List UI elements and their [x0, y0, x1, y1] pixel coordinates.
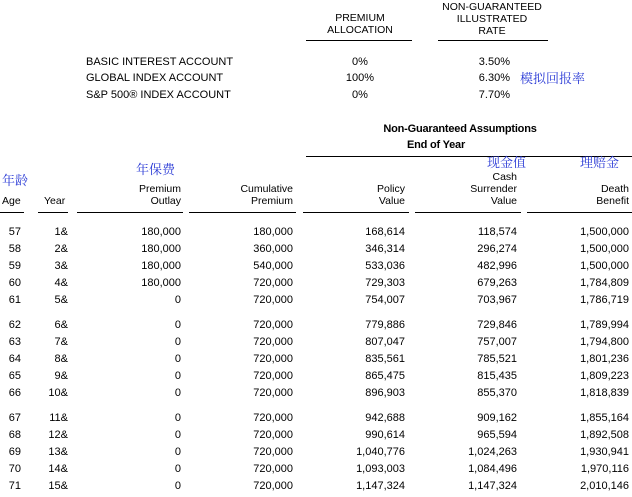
cash-surrender-cell: 679,263: [477, 277, 517, 289]
col-header-cash-line3: Value: [490, 195, 517, 207]
premium-cell: 0: [174, 463, 181, 475]
cumulative-cell: 720,000: [253, 429, 293, 441]
year-cell: 15&: [48, 480, 68, 492]
table-row: [0, 480, 632, 497]
death-benefit-cell: 1,784,809: [580, 277, 629, 289]
death-header-rule: [527, 212, 632, 213]
cumulative-cell: 720,000: [253, 463, 293, 475]
cumulative-cell: 720,000: [253, 370, 293, 382]
premium-cell: 0: [174, 370, 181, 382]
age-cell: 65: [8, 370, 21, 382]
cumulative-cell: 180,000: [253, 226, 293, 238]
year-header-rule: [38, 212, 68, 213]
illustrated-rate-header-line1: NON-GUARANTEED: [442, 1, 542, 13]
account-allocation-basic: 0%: [352, 56, 368, 68]
cash-surrender-cell: 703,967: [477, 294, 517, 306]
cumulative-cell: 720,000: [253, 480, 293, 492]
cash-surrender-cell: 855,370: [477, 387, 517, 399]
cash-surrender-cell: 1,084,496: [468, 463, 517, 475]
premium-cell: 0: [174, 446, 181, 458]
account-rate-basic: 3.50%: [478, 56, 510, 68]
cumulative-cell: 720,000: [253, 387, 293, 399]
illustrated-rate-header-line3: RATE: [478, 25, 506, 37]
policy-value-cell: 865,475: [365, 370, 405, 382]
age-cell: 70: [8, 463, 21, 475]
cash-surrender-cell: 965,594: [477, 429, 517, 441]
year-cell: 5&: [54, 294, 68, 306]
premium-cell: 0: [174, 353, 181, 365]
year-cell: 3&: [54, 260, 68, 272]
cumulative-cell: 720,000: [253, 336, 293, 348]
col-header-cash-line2: Surrender: [470, 183, 517, 195]
year-cell: 7&: [54, 336, 68, 348]
table-row: [0, 243, 632, 260]
death-benefit-annotation: 理赔金: [580, 156, 620, 171]
cumulative-cell: 720,000: [253, 412, 293, 424]
policy-value-cell: 807,047: [365, 336, 405, 348]
age-header-rule: [0, 212, 24, 213]
table-row: [0, 319, 632, 336]
death-benefit-cell: 1,500,000: [580, 226, 629, 238]
policy-value-cell: 1,040,776: [356, 446, 405, 458]
year-cell: 11&: [49, 412, 68, 424]
cash-surrender-cell: 785,521: [477, 353, 517, 365]
death-benefit-cell: 1,930,941: [580, 446, 629, 458]
account-allocation-global: 100%: [345, 72, 375, 84]
table-row: [0, 226, 632, 243]
year-cell: 8&: [54, 353, 68, 365]
table-row: [0, 336, 632, 353]
col-header-cash: [430, 171, 517, 207]
year-cell: 10&: [48, 387, 68, 399]
cash-surrender-cell: 1,147,324: [468, 480, 517, 492]
age-cell: 67: [8, 412, 21, 424]
table-row: [0, 463, 632, 480]
year-cell: 2&: [54, 243, 68, 255]
table-row: [0, 370, 632, 387]
cash-surrender-cell: 296,274: [477, 243, 517, 255]
cash-surrender-cell: 909,162: [477, 412, 517, 424]
policy-value-cell: 754,007: [365, 294, 405, 306]
col-header-cash-line1: Cash: [492, 171, 517, 183]
death-benefit-cell: 1,500,000: [580, 243, 629, 255]
table-row: [0, 260, 632, 277]
death-benefit-cell: 1,500,000: [580, 260, 629, 272]
premium-cell: 0: [174, 294, 181, 306]
death-benefit-cell: 1,809,223: [580, 370, 629, 382]
premium-allocation-header-line1: PREMIUM: [335, 12, 385, 24]
table-row: [0, 353, 632, 370]
account-name-global: GLOBAL INDEX ACCOUNT: [86, 72, 224, 84]
assumptions-title: Non-Guaranteed Assumptions: [383, 123, 537, 135]
premium-cell: 180,000: [141, 243, 181, 255]
year-cell: 9&: [54, 370, 68, 382]
premium-cell: 0: [174, 429, 181, 441]
year-cell: 12&: [48, 429, 68, 441]
policy-value-cell: 835,561: [365, 353, 405, 365]
age-cell: 64: [8, 353, 21, 365]
age-cell: 57: [8, 226, 21, 238]
table-row: [0, 412, 632, 429]
policy-value-cell: 1,093,003: [356, 463, 405, 475]
policy-value-cell: 990,614: [365, 429, 405, 441]
age-cell: 63: [8, 336, 21, 348]
simulated-return-annotation: 模拟回报率: [520, 72, 586, 87]
table-row: [0, 446, 632, 463]
death-benefit-cell: 2,010,146: [580, 480, 629, 492]
death-benefit-cell: 1,786,719: [580, 294, 629, 306]
age-annotation: 年龄: [2, 174, 29, 189]
policy-header-rule: [303, 212, 409, 213]
cash-header-rule: [415, 212, 521, 213]
account-name-basic: BASIC INTEREST ACCOUNT: [86, 56, 234, 68]
col-header-premium-line2: Outlay: [150, 195, 181, 207]
cash-surrender-cell: 1,024,263: [468, 446, 517, 458]
col-header-cumulative-line1: Cumulative: [240, 183, 293, 195]
death-benefit-cell: 1,794,800: [580, 336, 629, 348]
col-header-policy: [320, 183, 405, 207]
death-benefit-cell: 1,970,116: [580, 463, 629, 475]
illustrated-rate-header: [430, 1, 554, 37]
year-cell: 1&: [54, 226, 68, 238]
policy-value-cell: 779,886: [365, 319, 405, 331]
year-cell: 4&: [54, 277, 68, 289]
illustrated-rate-rule: [438, 40, 548, 41]
age-cell: 71: [8, 480, 21, 492]
table-row: [0, 429, 632, 446]
cumulative-cell: 720,000: [253, 319, 293, 331]
cash-surrender-cell: 815,435: [477, 370, 517, 382]
account-allocation-sp500: 0%: [352, 89, 368, 101]
illustrated-rate-header-line2: ILLUSTRATED: [456, 13, 528, 25]
year-cell: 6&: [54, 319, 68, 331]
cash-surrender-cell: 118,574: [478, 226, 517, 238]
age-cell: 69: [8, 446, 21, 458]
premium-allocation-header: [318, 12, 402, 36]
account-rate-sp500: 7.70%: [478, 89, 510, 101]
cumulative-cell: 540,000: [253, 260, 293, 272]
premium-cell: 180,000: [141, 226, 181, 238]
cash-value-annotation: 现金值: [487, 156, 527, 171]
premium-allocation-header-line2: ALLOCATION: [327, 24, 393, 36]
premium-cell: 180,000: [141, 277, 181, 289]
col-header-policy-line1: Policy: [376, 183, 405, 195]
age-cell: 62: [8, 319, 21, 331]
table-row: [0, 387, 632, 404]
policy-value-cell: 729,303: [365, 277, 405, 289]
premium-cell: 0: [174, 387, 181, 399]
premium-cell: 0: [174, 319, 181, 331]
age-cell: 58: [8, 243, 21, 255]
cash-surrender-cell: 757,007: [477, 336, 517, 348]
account-rate-global: 6.30%: [478, 72, 510, 84]
col-header-cumulative: [200, 183, 293, 207]
age-cell: 59: [8, 260, 21, 272]
account-name-sp500: S&P 500® INDEX ACCOUNT: [86, 89, 231, 101]
premium-annotation: 年保费: [136, 163, 176, 178]
policy-value-cell: 168,614: [365, 226, 405, 238]
premium-allocation-rule: [306, 40, 412, 41]
cumulative-cell: 720,000: [253, 294, 293, 306]
cumulative-cell: 720,000: [253, 446, 293, 458]
cumulative-cell: 720,000: [253, 353, 293, 365]
col-header-death-line1: Death: [600, 183, 629, 195]
col-header-policy-line2: Value: [378, 195, 405, 207]
cumulative-header-rule: [189, 212, 296, 213]
cash-surrender-cell: 729,846: [477, 319, 517, 331]
col-header-death: [540, 183, 629, 207]
col-header-premium: [100, 183, 181, 207]
premium-cell: 0: [174, 480, 181, 492]
policy-value-cell: 346,314: [365, 243, 405, 255]
col-header-year: Year: [44, 195, 66, 207]
end-of-year-title: End of Year: [406, 139, 466, 151]
death-benefit-cell: 1,855,164: [580, 412, 629, 424]
premium-cell: 0: [174, 412, 181, 424]
policy-value-cell: 896,903: [365, 387, 405, 399]
cash-surrender-cell: 482,996: [477, 260, 517, 272]
year-cell: 14&: [48, 463, 68, 475]
premium-header-rule: [77, 212, 183, 213]
premium-cell: 180,000: [141, 260, 181, 272]
year-cell: 13&: [48, 446, 68, 458]
col-header-age: Age: [2, 195, 21, 207]
age-cell: 68: [8, 429, 21, 441]
policy-value-cell: 533,036: [365, 260, 405, 272]
policy-value-cell: 1,147,324: [356, 480, 405, 492]
death-benefit-cell: 1,789,994: [580, 319, 629, 331]
death-benefit-cell: 1,892,508: [580, 429, 629, 441]
age-cell: 60: [8, 277, 21, 289]
policy-value-cell: 942,688: [365, 412, 405, 424]
table-row: [0, 277, 632, 294]
cumulative-cell: 720,000: [253, 277, 293, 289]
age-cell: 66: [8, 387, 21, 399]
cumulative-cell: 360,000: [253, 243, 293, 255]
age-cell: 61: [8, 294, 21, 306]
col-header-cumulative-line2: Premium: [250, 195, 293, 207]
death-benefit-cell: 1,801,236: [580, 353, 629, 365]
col-header-death-line2: Benefit: [596, 195, 629, 207]
death-benefit-cell: 1,818,839: [580, 387, 629, 399]
col-header-premium-line1: Premium: [138, 183, 181, 195]
table-row: [0, 294, 632, 311]
premium-cell: 0: [174, 336, 181, 348]
